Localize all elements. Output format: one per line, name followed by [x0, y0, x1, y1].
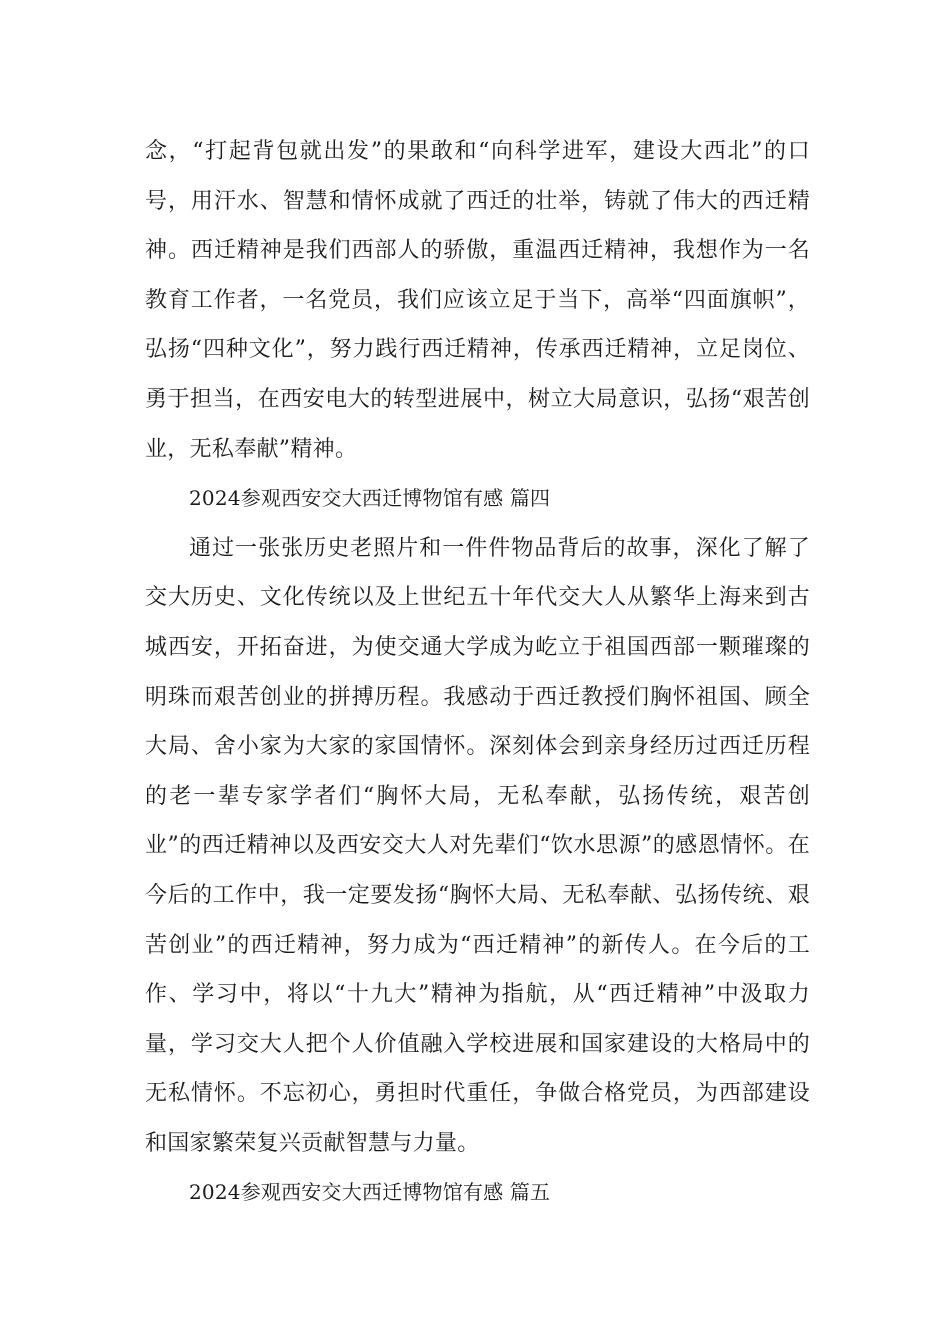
paragraph-continued: 念，“打起背包就出发”的果敢和“向科学进军，建设大西北”的口号，用汗水、智慧和情怀成就了西迁的壮举，铸就了伟大的西迁精神。西迁精神是我们西部人的骄傲，重温西迁精神，我想作为一名教育工作者，一名党员，我们应该立足于当下，高举“四面旗帜”，弘扬“四种文化”，努力践行西迁精神，传承西迁精神，立足岗位、勇于担当，在西安电大的转型进展中，树立大局意识，弘扬“艰苦创业，无私奉献”精神。 [145, 139, 810, 462]
section-heading-5: 2024参观西安交大西迁博物馆有感 篇五 [189, 1180, 551, 1205]
paragraph-section-4: 通过一张张历史老照片和一件件物品背后的故事，深化了解了交大历史、文化传统以及上世纪五十年代交大人从繁华上海来到古城西安，开拓奋进，为使交通大学成为屹立于祖国西部一颗璀璨的明珠而艰苦创业的拼搏历程。我感动于西迁教授们胸怀祖国、顾全大局、舍小家为大家的家国情怀。深刻体会到亲身经历过西迁历程的老一辈专家学者们“胸怀大局，无私奉献，弘扬传统，艰苦创业”的西迁精神以及西安交大人对先辈们“饮水思源”的感恩情怀。在今后的工作中，我一定要发扬“胸怀大局、无私奉献、弘扬传统、艰苦创业”的西迁精神，努力成为“西迁精神”的新传人。在今后的工作、学习中，将以“十九大”精神为指航，从“西迁精神”中汲取力量，学习交大人把个人价值融入学校进展和国家建设的大格局中的无私情怀。不忘初心，勇担时代重任，争做合格党员，为西部建设和国家繁荣复兴贡献智慧与力量。 [145, 535, 810, 1156]
section-heading-4: 2024参观西安交大西迁博物馆有感 篇四 [189, 486, 551, 511]
document-page [145, 127, 810, 1218]
